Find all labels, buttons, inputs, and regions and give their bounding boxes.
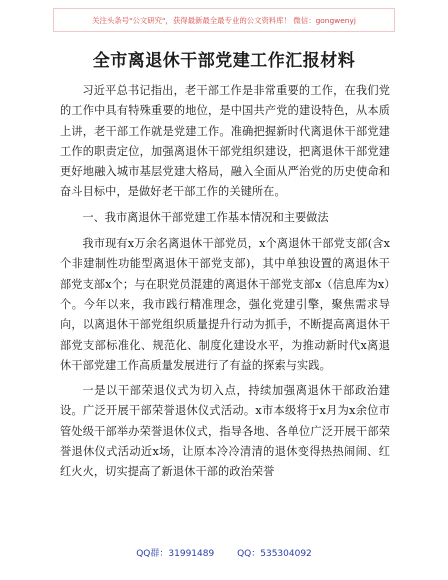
document-title: 全市离退休干部党建工作汇报材料	[92, 51, 356, 71]
footer-contact	[0, 546, 448, 559]
body-paragraph: 我市现有x万余名离退休干部党员，x个离退休干部党支部(含x个非建制性功能型离退休干部党支部)，其中单独设置的离退休干部党支部x个；与在职党员混建的离退休干部党支部x（信息库为x）个。今年以来，我市践行精准理念，强化党建引擎，聚焦需求导向，以离退休干部党组织质量提升行动为抓手，不断提高离退休干部党支部标准化、规范化、制度化建设水平，为推动新时代x离退休干部党建工作高质量发展进行了有益的探索与实践。	[60, 237, 390, 372]
section-heading: 一、我市离退休干部党建工作基本情况和主要做法	[82, 210, 329, 224]
footer-qq-group: QQ群：31991489	[136, 549, 215, 559]
header-banner: 关注头条号"公文研究"，获得最新最全最专业的公文资料库！ 微信：gongwenyj	[53, 8, 395, 32]
footer-qq-contact: QQ：535304092	[237, 549, 312, 559]
intro-paragraph: 习近平总书记指出，老干部工作是非常重要的工作，在我们党的工作中具有特殊重要的地位，是中国共产党的建设特色，从本质上讲，老干部工作就是党建工作。准确把握新时代离退休干部党建工作的职责定位，加强离退休干部党组织建设，把离退休干部党建更好地融入城市基层党建大格局，融入全面从严治党的历史使命和奋斗目标中，是做好老干部工作的关键所在。	[60, 84, 390, 199]
document-body	[60, 81, 390, 483]
body-paragraph: 一是以干部荣退仪式为切入点，持续加强离退休干部政治建设。广泛开展干部荣誉退休仪式活动。x市本级将于x月为x余位市管处级干部举办荣誉退休仪式，指导各地、各单位广泛开展干部荣誉退休仪式活动近x场，让原本冷冷清清的退休变得热热闹闹、红红火火，切实提高了新退休干部的政治荣誉	[60, 384, 390, 479]
